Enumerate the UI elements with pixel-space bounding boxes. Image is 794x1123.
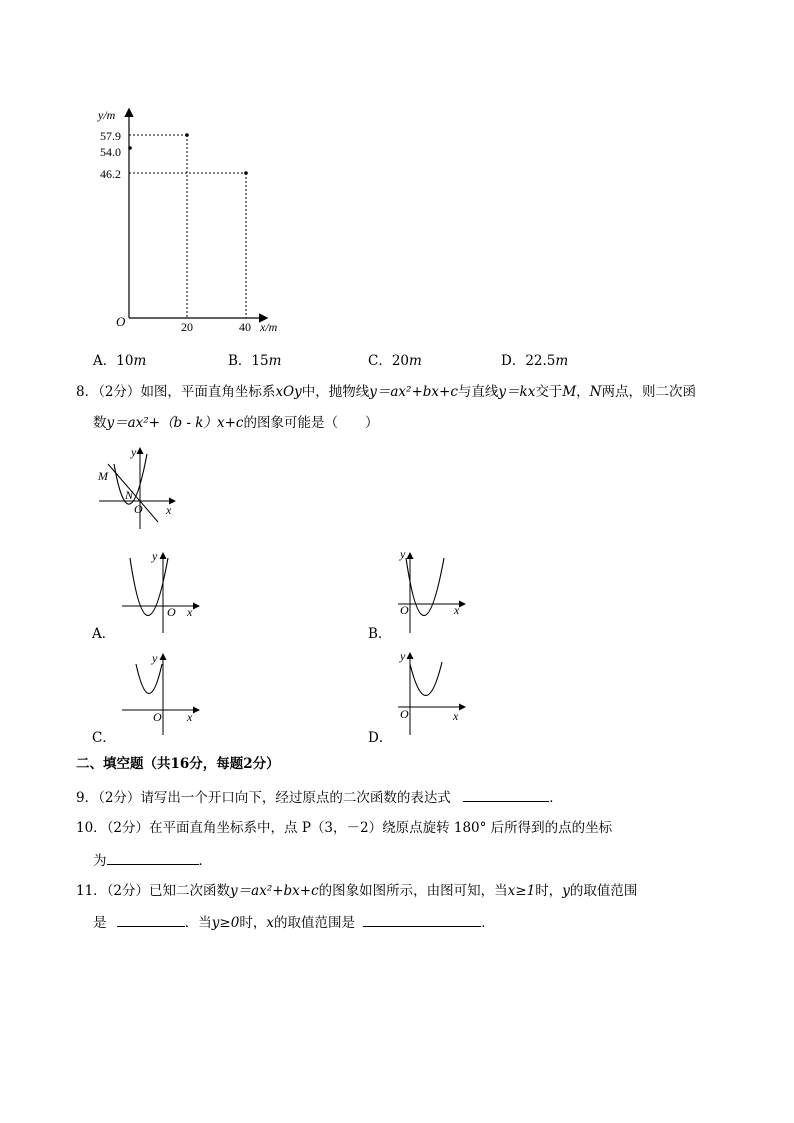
q8-option-a[interactable]: y O x A． <box>92 548 212 644</box>
q8-figure <box>94 444 184 534</box>
q7-option-b[interactable]: B．15m <box>228 353 282 369</box>
q8-option-c-graph <box>118 650 208 740</box>
q7-ytick-2: 54.0 <box>100 145 121 159</box>
q7-option-a[interactable]: A．10m <box>93 353 147 369</box>
svg-text:x: x <box>453 709 459 723</box>
svg-text:y: y <box>400 650 406 663</box>
q8-option-b[interactable]: y O x B． <box>368 548 488 644</box>
q7-xtick-1: 20 <box>181 320 193 334</box>
svg-text:y: y <box>400 548 406 561</box>
svg-text:x: x <box>166 503 172 517</box>
q11-line1: 11．（2分）已知二次函数y＝ax²+bx+c的图象如图所示，由图可知，当x≥1时，y的取值范围 <box>76 883 638 899</box>
q7-option-d[interactable]: D．22.5m <box>501 353 569 369</box>
q8-line2: 数y＝ax²+（b - k）x+c的图象可能是（ ） <box>93 415 379 431</box>
q11-answer-blank-2[interactable] <box>363 912 481 927</box>
q7-xtick-2: 40 <box>239 320 251 334</box>
svg-text:O: O <box>400 603 409 617</box>
q8-option-d-graph <box>394 650 484 740</box>
svg-text:M: M <box>98 469 108 483</box>
svg-text:y: y <box>152 549 158 563</box>
q7-origin: O <box>116 314 126 329</box>
q11-answer-blank-1[interactable] <box>117 912 185 927</box>
section-title: 二、填空题（共16分，每题2分） <box>76 756 280 772</box>
q10-answer-blank[interactable] <box>107 850 199 865</box>
q8-line1: 8．（2分）如图，平面直角坐标系xOy中，抛物线y＝ax²+bx+c与直线y＝kx交于M，N两点，则二次函 <box>76 384 696 400</box>
q7-y-label: y/m <box>98 108 116 122</box>
q8-option-a-graph <box>118 548 208 638</box>
q10-line2: 为 ． <box>93 850 212 871</box>
q8-option-d[interactable]: y O x D． <box>368 650 488 746</box>
q11-line2: 是 ．当y≥0时，x的取值范围是 ． <box>93 912 495 933</box>
q9: 9．（2分）请写出一个开口向下，经过原点的二次函数的表达式 ． <box>76 787 563 808</box>
q7-point-end <box>244 171 248 175</box>
q7-ytick-3: 46.2 <box>100 167 121 181</box>
svg-text:y: y <box>152 651 158 665</box>
q7-point-start <box>128 146 132 150</box>
svg-text:x: x <box>454 603 460 617</box>
svg-text:O: O <box>153 710 162 724</box>
q7-graph <box>90 100 300 340</box>
svg-text:O: O <box>134 502 143 516</box>
svg-text:O: O <box>400 707 409 721</box>
q8-option-b-graph <box>394 548 484 638</box>
svg-text:N: N <box>125 488 134 502</box>
svg-text:y: y <box>131 445 137 459</box>
svg-text:x: x <box>187 710 193 724</box>
svg-text:O: O <box>167 605 176 619</box>
svg-text:x: x <box>187 605 193 619</box>
q7-x-label: x/m <box>260 320 278 334</box>
q7-option-c[interactable]: C．20m <box>368 353 422 369</box>
q7-ytick-1: 57.9 <box>100 129 121 143</box>
q8-option-c[interactable]: y O x C． <box>92 650 212 746</box>
q7-point-top <box>185 133 189 137</box>
q10-line1: 10．（2分）在平面直角坐标系中，点 P（3，－2）绕原点旋转 180° 后所得到的点的坐标 <box>76 820 613 836</box>
q9-answer-blank[interactable] <box>463 787 549 802</box>
